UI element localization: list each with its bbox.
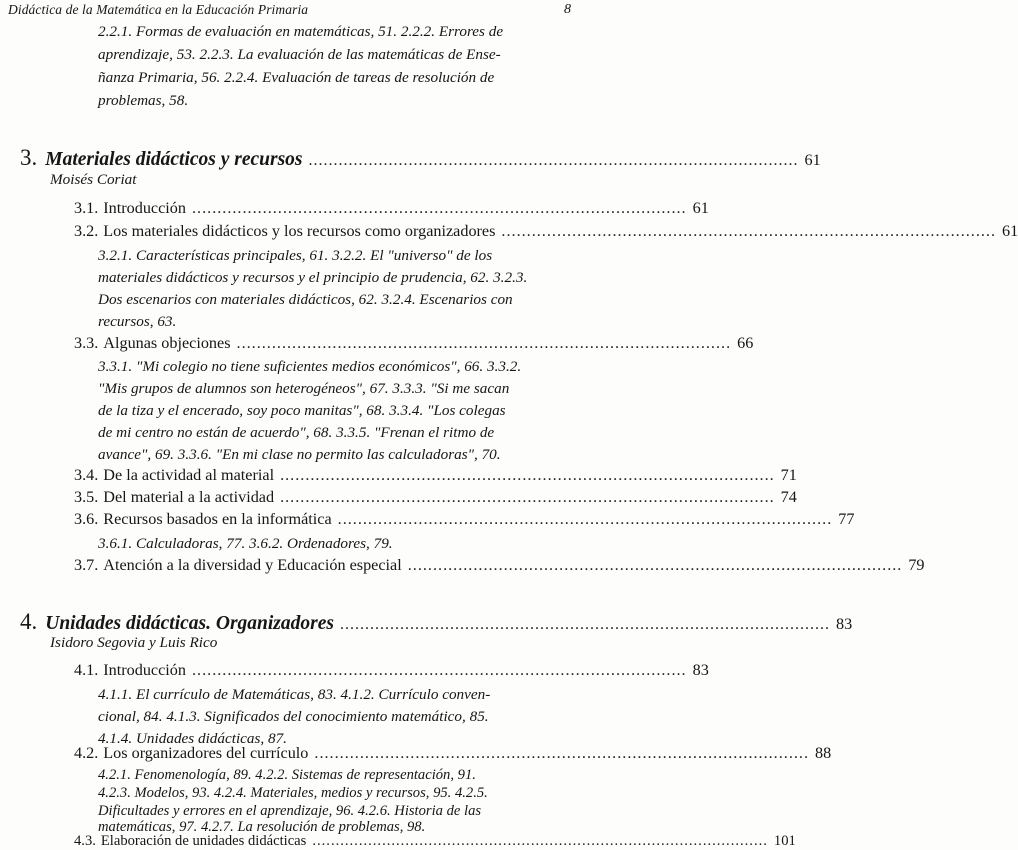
page-number: 61 — [692, 199, 709, 217]
page-number: 61 — [804, 151, 821, 169]
section-title: Los organizadores del currículo — [103, 744, 309, 762]
subsection-line: "Mis grupos de alumnos son heterogéneos", 67. 3.3.3. "Si me sacan — [98, 380, 510, 397]
chapter-3-heading[interactable] — [20, 145, 821, 171]
page-number: 61 — [1002, 222, 1018, 240]
page-number: 66 — [737, 334, 754, 352]
dot-leader: .................................................................................................. — [280, 466, 775, 484]
page-number: 83 — [835, 615, 853, 633]
subsection-line: 2.2.1. Formas de evaluación en matemáticas, 51. 2.2.2. Errores de — [98, 23, 504, 40]
section-number: 3.6. — [74, 510, 99, 528]
section-title: Del material a la actividad — [103, 488, 275, 506]
section-number: 3.3. — [74, 334, 99, 352]
dot-leader: .................................................................................................. — [192, 661, 687, 679]
page-number: 83 — [692, 661, 709, 679]
subsection-line: ñanza Primaria, 56. 2.2.4. Evaluación de tareas de resolución de — [98, 69, 495, 86]
page-number: 79 — [908, 556, 925, 574]
section-number: 4.1. — [74, 661, 99, 679]
subsection-line: 4.2.1. Fenomenología, 89. 4.2.2. Sistemas de representación, 91. — [98, 767, 476, 783]
subsection-line: 4.2.3. Modelos, 93. 4.2.4. Materiales, medios y recursos, 95. 4.2.5. — [98, 785, 488, 801]
running-header: Didáctica de la Matemática en la Educación Primaria — [8, 2, 309, 17]
subsection-line: de la tiza y el encerado, soy poco manitas", 68. 3.3.4. "Los colegas — [98, 402, 506, 419]
subsection-line: 4.1.4. Unidades didácticas, 87. — [98, 730, 287, 747]
toc-entry-3-5[interactable] — [74, 488, 797, 510]
dot-leader: .................................................................................................. — [337, 510, 833, 528]
toc-entry-3-3[interactable] — [74, 334, 754, 356]
toc-entry-4-3[interactable] — [74, 833, 796, 849]
dot-leader: .................................................................................................. — [280, 488, 775, 506]
subsection-line: 3.2.1. Características principales, 61. 3.2.2. El "universo" de los — [98, 247, 493, 264]
dot-leader: .................................................................................................. — [407, 556, 903, 574]
section-title: Los materiales didácticos y los recursos como organizadores — [103, 222, 496, 240]
dot-leader: .................................................................................................. — [314, 744, 809, 762]
page-number: 77 — [838, 510, 855, 528]
section-title: Elaboración de unidades didácticas — [100, 833, 307, 849]
dot-leader: .................................................................................................. — [339, 616, 830, 633]
toc-entry-4-2[interactable] — [74, 744, 832, 766]
subsection-line: problemas, 58. — [98, 92, 189, 109]
section-number: 4.3. — [74, 833, 96, 849]
toc-entry-3-1[interactable] — [74, 199, 709, 221]
section-number: 3.7. — [74, 556, 99, 574]
page-number: 101 — [773, 833, 796, 849]
toc-entry-3-4[interactable] — [74, 466, 797, 488]
chapter-number: 3. — [20, 145, 38, 170]
toc-entry-3-2[interactable] — [74, 222, 1018, 244]
section-title: Atención a la diversidad y Educación especial — [103, 556, 402, 574]
section-title: Introducción — [103, 661, 186, 679]
subsection-line: avance", 69. 3.3.6. "En mi clase no permito las calculadoras", 70. — [98, 446, 501, 463]
chapter-title: Materiales didácticos y recursos — [45, 149, 303, 170]
page-number: 88 — [815, 744, 832, 762]
subsection-line: 3.3.1. "Mi colegio no tiene suficientes medios económicos", 66. 3.3.2. — [98, 358, 522, 375]
chapter-number: 4. — [20, 609, 38, 634]
toc-entry-3-7[interactable] — [74, 556, 925, 578]
page-folio: 8 — [564, 2, 571, 17]
page-number: 74 — [780, 488, 797, 506]
dot-leader: .................................................................................................. — [308, 152, 799, 169]
chapter-4-heading[interactable] — [20, 609, 853, 635]
toc-entry-4-1[interactable] — [74, 661, 709, 683]
section-number: 3.5. — [74, 488, 99, 506]
section-title: Introducción — [103, 199, 186, 217]
chapter-author: Moisés Coriat — [50, 171, 137, 188]
dot-leader: .................................................................................................. — [312, 833, 768, 849]
subsection-line: matemáticas, 97. 4.2.7. La resolución de problemas, 98. — [98, 819, 426, 835]
subsection-line: materiales didácticos y recursos y el principio de prudencia, 62. 3.2.3. — [98, 269, 528, 286]
subsection-line: recursos, 63. — [98, 313, 177, 330]
chapter-title: Unidades didácticas. Organizadores — [45, 613, 334, 634]
dot-leader: .................................................................................................. — [501, 222, 997, 240]
subsection-line: 4.1.1. El currículo de Matemáticas, 83. 4.1.2. Currículo conven- — [98, 686, 491, 703]
section-title: Algunas objeciones — [103, 334, 231, 352]
subsection-line: aprendizaje, 53. 2.2.3. La evaluación de las matemáticas de Ense- — [98, 46, 501, 63]
section-number: 3.2. — [74, 222, 99, 240]
subsection-line: de mi centro no están de acuerdo", 68. 3.3.5. "Frenan el ritmo de — [98, 424, 495, 441]
subsection-line: Dificultades y errores en el aprendizaje, 96. 4.2.6. Historia de las — [98, 803, 482, 819]
subsection-line: cional, 84. 4.1.3. Significados del conocimiento matemático, 85. — [98, 708, 489, 725]
page-number: 71 — [780, 466, 797, 484]
section-title: De la actividad al material — [103, 466, 275, 484]
dot-leader: .................................................................................................. — [236, 334, 732, 352]
section-number: 3.1. — [74, 199, 99, 217]
section-number: 3.4. — [74, 466, 99, 484]
section-number: 4.2. — [74, 744, 99, 762]
section-title: Recursos basados en la informática — [103, 510, 332, 528]
subsection-line: Dos escenarios con materiales didácticos, 62. 3.2.4. Escenarios con — [98, 291, 513, 308]
subsection-line: 3.6.1. Calculadoras, 77. 3.6.2. Ordenadores, 79. — [98, 535, 393, 552]
toc-entry-3-6[interactable] — [74, 510, 855, 532]
dot-leader: .................................................................................................. — [192, 199, 687, 217]
chapter-author: Isidoro Segovia y Luis Rico — [50, 634, 218, 651]
